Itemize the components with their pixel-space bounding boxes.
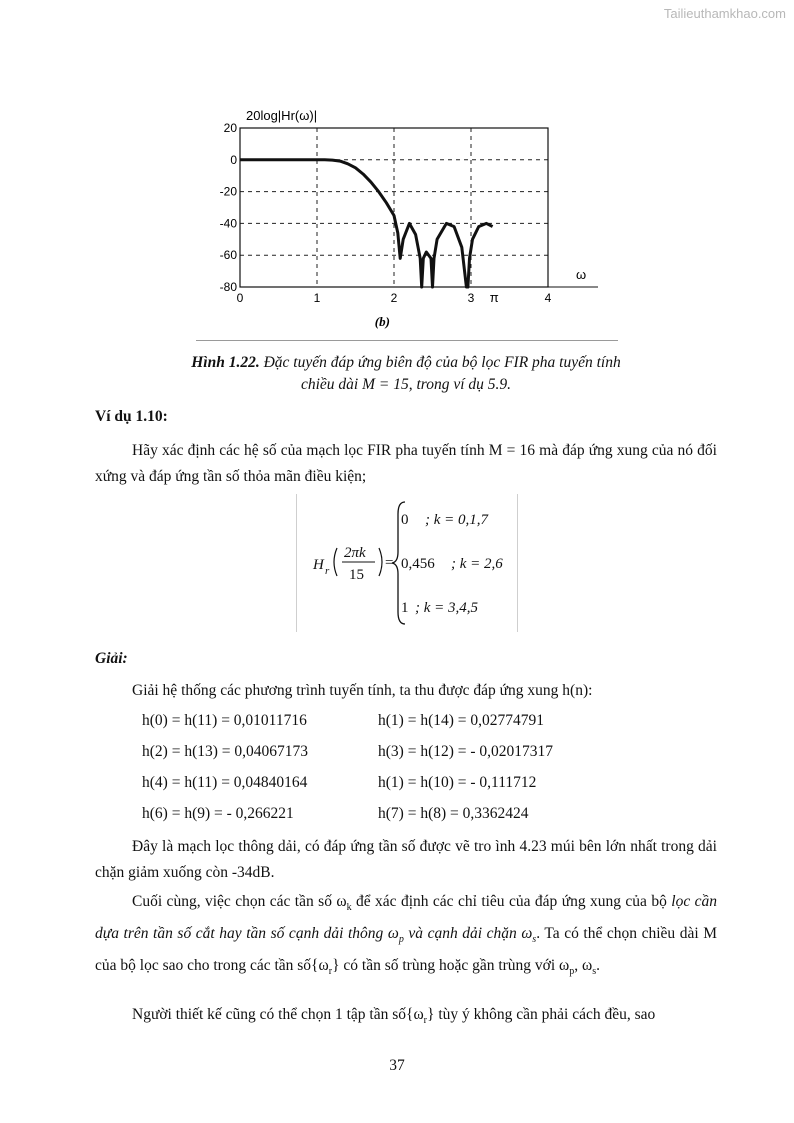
coef-0-left: h(0) = h(11) = 0,01011716 (142, 712, 307, 729)
y-tick-4: -60 (219, 248, 237, 263)
eq-num: 2πk (344, 545, 366, 561)
watermark: Tailieuthamkhao.com (663, 6, 786, 21)
paragraph-frequency-choice: Cuối cùng, việc chọn các tần số $\omega_k$ để xác định các chỉ tiêu của đáp ứng xung của bộ lọc cần dựa trên tần số cắt hay tần số cạnh dải thông $\omega_p$ và cạnh dải chặn $\omega_s$. Ta có thể chọn chiều dài M của bộ lọc sao cho trong các tần $số\{\omega_r\}$ có tần số trùng hoặc gần trùng với $\omega_p$, $\omega_s$. (95, 893, 717, 978)
coef-3-right: h(7) = h(8) = 0,3362424 (378, 805, 529, 822)
y-tick-3: -40 (219, 216, 237, 231)
panel-label: (b) (374, 314, 390, 329)
solution-heading: Giải: (95, 650, 128, 667)
x-tick-3: 3 (467, 291, 475, 305)
response-curve (240, 160, 493, 287)
y-tick-2: -20 (219, 184, 237, 199)
coef-1-right: h(3) = h(12) = - 0,02017317 (378, 743, 554, 760)
y-tick-0: 20 (223, 121, 237, 135)
eq-equals: = (385, 555, 394, 571)
eq-right-paren (379, 548, 382, 576)
eq-left-paren (334, 548, 337, 576)
equation-box (296, 494, 518, 632)
eq-case-2-val: 1 (401, 600, 409, 616)
solution-intro: Giải hệ thống các phương trình tuyến tính, ta thu được đáp ứng xung h(n): (132, 682, 593, 699)
x-tick-0: 0 (236, 291, 244, 305)
coef-0-right: h(1) = h(14) = 0,02774791 (378, 712, 545, 729)
caption-line-1: Đặc tuyến đáp ứng biên độ của bộ lọc FIR pha tuyến tính (263, 354, 621, 371)
pi-marker: π (489, 290, 499, 305)
paragraph-designer: Người thiết kế cũng có thể chọn 1 tập tần $số\{\omega_r\}$ tùy ý không cần phải cách đều, sao (132, 1006, 656, 1027)
caption-line-2: chiều dài M = 15, trong ví dụ 5.9. (300, 376, 512, 393)
y-tick-labels (220, 121, 238, 294)
figure-caption (95, 352, 717, 396)
y-tick-1: 0 (230, 152, 237, 167)
eq-den: 15 (349, 567, 364, 583)
paragraph-bandpass: Đây là mạch lọc thông dải, có đáp ứng tần số được vẽ tro ình 4.23 múi bên lớn nhất trong dải chặn giảm xuống còn -34dB. (95, 838, 717, 881)
coef-1-left: h(2) = h(13) = 0,04067173 (142, 743, 309, 760)
eq-case-0-cond: ; k = 0,1,7 (425, 512, 489, 528)
x-tick-4: 4 (544, 291, 552, 305)
example-text: Hãy xác định các hệ số của mạch lọc FIR pha tuyến tính M = 16 mà đáp ứng xung của nó đối xứng và đáp ứng tần số thỏa mãn điều kiện; (95, 442, 717, 485)
eq-h: H (313, 557, 324, 573)
figure-divider (196, 340, 618, 341)
eq-case-0-val: 0 (401, 512, 409, 528)
x-tick-2: 2 (390, 291, 398, 305)
eq-case-1-cond: ; k = 2,6 (451, 556, 503, 572)
coef-3-left: h(6) = h(9) = - 0,266221 (142, 805, 294, 822)
magnitude-response-chart (200, 90, 620, 340)
y-tick-5: -80 (219, 280, 237, 294)
y-axis-label: 20log|Hr(ω)| (246, 108, 318, 123)
eq-sub: r (325, 565, 330, 577)
x-tick-1: 1 (313, 291, 321, 305)
caption-label: Hình 1.22. (191, 354, 260, 371)
eq-case-1-val: 0,456 (401, 556, 435, 572)
coef-2-left: h(4) = h(11) = 0,04840164 (142, 774, 308, 791)
coef-2-right: h(1) = h(10) = - 0,111712 (378, 774, 537, 791)
plot-frame (240, 128, 548, 287)
x-axis-label: ω (576, 267, 587, 282)
x-tick-labels (237, 291, 552, 305)
equation (297, 494, 517, 632)
page-number: 37 (389, 1057, 405, 1074)
example-heading: Ví dụ 1.10: (95, 408, 168, 425)
eq-case-2-cond: ; k = 3,4,5 (415, 600, 479, 616)
